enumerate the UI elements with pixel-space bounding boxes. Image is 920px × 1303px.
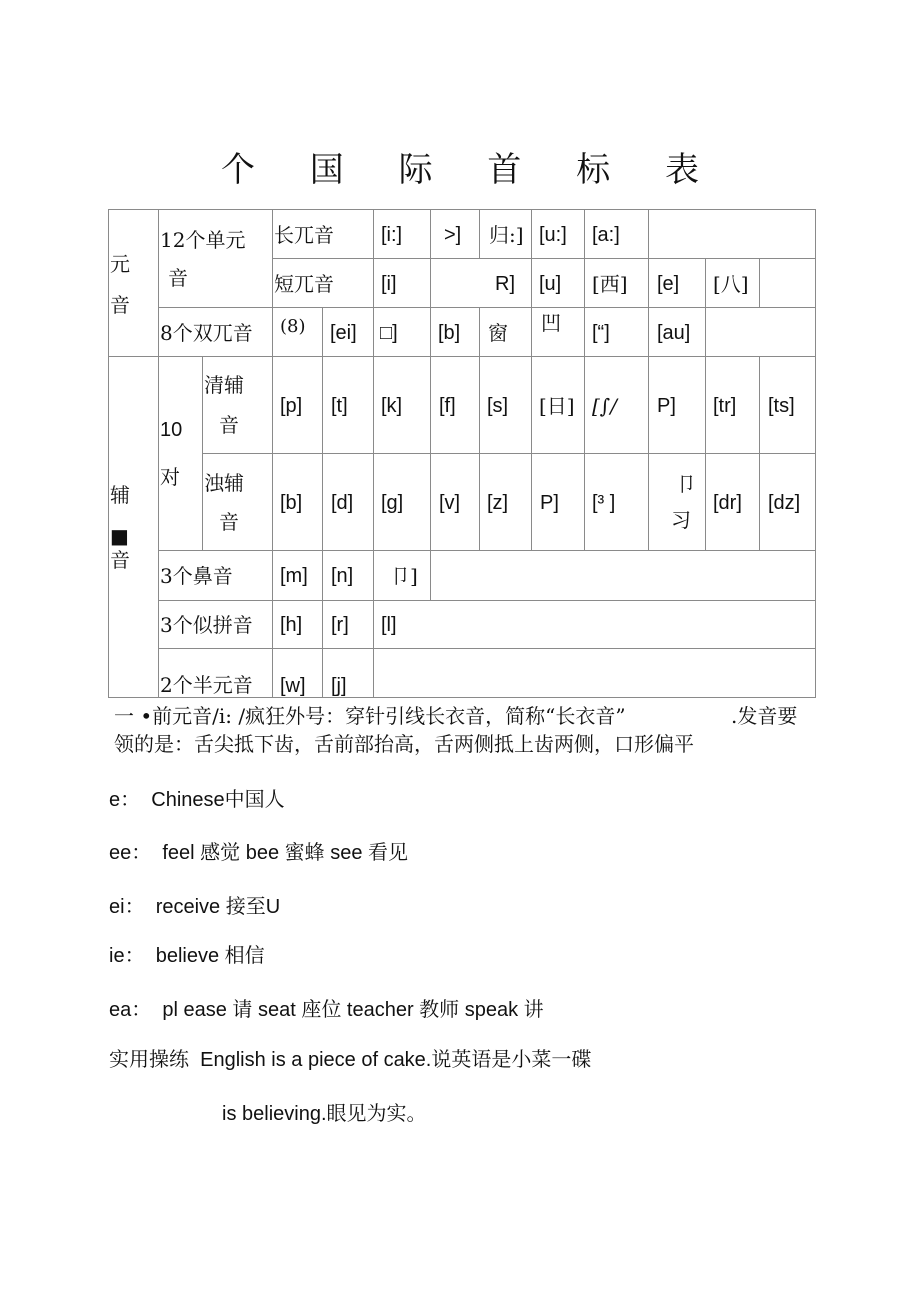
long-cell: [i:] — [381, 224, 403, 246]
example-text: feel 感觉 bee 蜜蜂 see 看见 — [162, 842, 409, 864]
example-key: ea： — [109, 999, 152, 1021]
intro-line-2: 领的是：舌尖抵下齿，舌前部抬高，舌两侧抵上齿两侧，口形偏平 — [114, 732, 694, 756]
lateral-cell: [h] — [280, 614, 303, 636]
semivowel-cell: [w] — [280, 675, 306, 697]
pairs-label-2: 对 — [160, 465, 180, 489]
long-cell: [u:] — [539, 224, 567, 246]
long-vowel-label: 长兀音 — [274, 223, 334, 247]
voiced-cell: [z] — [487, 492, 509, 514]
voiced-label-2: 音 — [219, 510, 239, 534]
example-key: ei： — [109, 896, 145, 918]
voiceless-cell: P] — [657, 395, 676, 417]
example-key: ee： — [109, 842, 152, 864]
short-cell: [u] — [539, 273, 562, 295]
diph-cell: 窗 — [488, 321, 508, 345]
diph-cell: [au] — [657, 322, 691, 344]
page-title: 个 国 际 首 标 表 — [220, 150, 722, 190]
short-cell: [i] — [381, 273, 397, 295]
voiced-cell: P] — [540, 492, 559, 514]
intro-line-1: 一 •前元音/i: /疯狂外号：穿针引线长衣音，简称“长衣音” — [114, 704, 626, 728]
example-text: receive 接至U — [155, 896, 281, 918]
vowel-label-1: 元 — [110, 252, 130, 276]
diphthong-label: 8个双兀音 — [160, 321, 253, 345]
mono-label-2: 音 — [168, 266, 188, 290]
short-cell: [e] — [657, 273, 680, 295]
lateral-cell: [r] — [331, 614, 349, 636]
example-key: ie： — [109, 945, 145, 967]
voiceless-cell: [∫/ — [592, 394, 617, 418]
example-zh: 中国人 — [224, 787, 285, 811]
nasal-cell: 卩] — [390, 564, 418, 588]
example-line — [109, 783, 285, 812]
diph-cell: [ei] — [330, 322, 357, 344]
long-cell: 归:] — [489, 223, 524, 247]
practice-line-1 — [109, 1043, 591, 1072]
practice-sentence: is believing. — [222, 1103, 327, 1125]
voiced-cell: [³ ] — [592, 492, 616, 514]
voiceless-cell: [日] — [539, 394, 575, 418]
practice-translation: 说英语是小菜一碟 — [431, 1047, 592, 1071]
long-cell: >] — [444, 224, 462, 246]
voiced-label-1: 浊辅 — [204, 471, 244, 495]
short-cell: [八] — [713, 272, 749, 296]
semivowel-cell: [j] — [331, 675, 347, 697]
voiced-cell: 习 — [671, 508, 691, 532]
voiceless-cell: [tr] — [713, 395, 737, 417]
example-line — [109, 836, 408, 865]
practice-label: 实用操练 — [109, 1047, 189, 1071]
voiced-cell: [d] — [331, 492, 354, 514]
voiceless-cell: [k] — [381, 395, 403, 417]
voiceless-cell: [t] — [331, 395, 348, 417]
diph-cell: □] — [380, 322, 398, 344]
example-line — [109, 939, 265, 968]
vowel-label-2: 音 — [110, 293, 130, 317]
practice-translation: 眼见为实。 — [326, 1101, 427, 1125]
voiced-cell: [dz] — [768, 492, 801, 514]
short-cell: R] — [495, 273, 515, 295]
semivowel-label: 2个半元音 — [160, 673, 253, 697]
voiced-cell: [b] — [280, 492, 303, 514]
diph-cell: [b] — [438, 322, 461, 344]
nasal-cell: [m] — [280, 565, 308, 587]
voiceless-cell: [p] — [280, 395, 303, 417]
consonant-label-1: 辅 — [110, 483, 130, 507]
voiceless-cell: [f] — [439, 395, 456, 417]
voiced-cell: [dr] — [713, 492, 742, 514]
example-line — [109, 993, 544, 1022]
voiceless-label-2: 音 — [219, 413, 239, 437]
voiceless-cell: [ts] — [768, 395, 795, 417]
short-cell: [西] — [592, 272, 628, 296]
lateral-cell: [l] — [381, 614, 397, 636]
diph-cell: 凹 — [541, 311, 561, 335]
practice-line-2 — [222, 1097, 427, 1126]
voiceless-cell: [s] — [487, 395, 509, 417]
nasal-label: 3个鼻音 — [160, 564, 233, 588]
intro-line-1-tail: .发音要 — [731, 704, 798, 728]
voiceless-label-1: 清辅 — [204, 373, 244, 397]
pairs-label-1: 10 — [160, 419, 183, 441]
example-line — [109, 890, 280, 919]
nasal-cell: [n] — [331, 565, 354, 587]
mono-label-1: 12个单元 — [160, 228, 246, 252]
practice-sentence: English is a piece of cake. — [200, 1049, 432, 1071]
lateral-label: 3个似拼音 — [160, 613, 253, 637]
diph-cell: [“] — [592, 322, 610, 344]
example-text: believe 相信 — [155, 945, 265, 967]
example-text: pl ease 请 seat 座位 teacher 教师 speak 讲 — [162, 999, 544, 1021]
consonant-label-3: 音 — [110, 548, 130, 572]
example-text: Chinese — [151, 789, 225, 811]
voiced-cell: 卩 — [676, 472, 696, 496]
voiced-cell: [v] — [439, 492, 461, 514]
long-cell: [a:] — [592, 224, 620, 246]
short-vowel-label: 短兀音 — [274, 272, 334, 296]
diph-cell: (8) — [280, 316, 306, 337]
example-key: e： — [109, 789, 141, 811]
consonant-label-2: ■ — [110, 524, 129, 548]
voiced-cell: [g] — [381, 492, 404, 514]
